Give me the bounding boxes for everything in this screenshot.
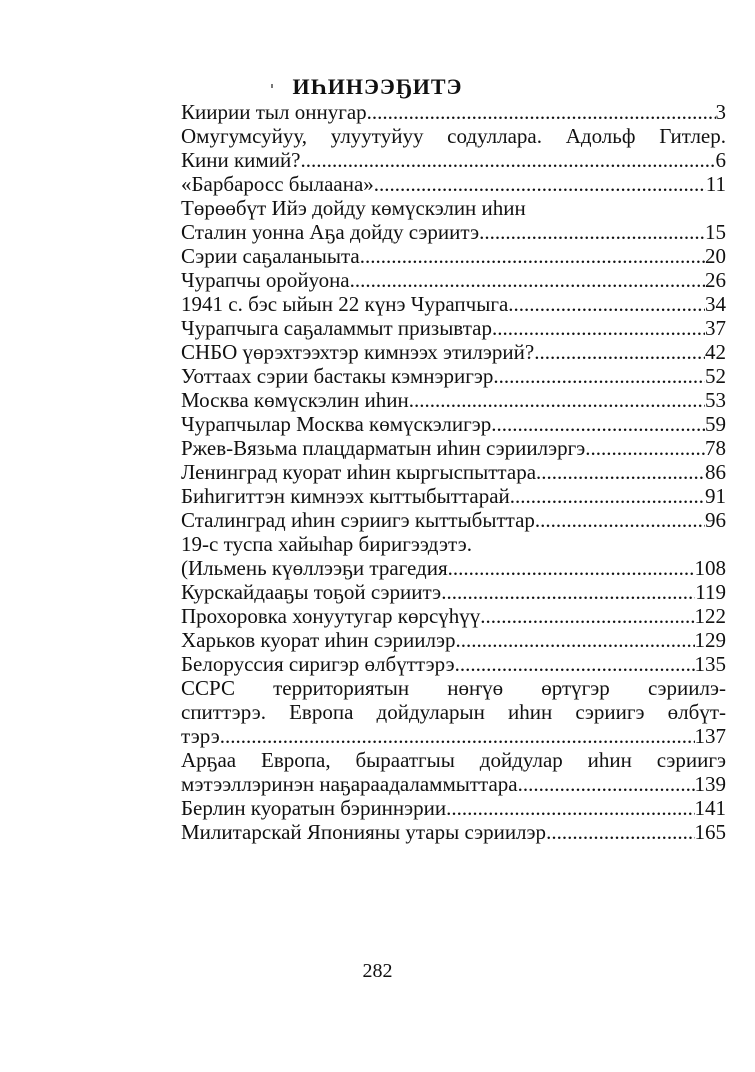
toc-entry-title: ССРС территориятын нөҥүө өртүгэр сэриилэ-: [181, 676, 726, 700]
dot-leader: [510, 484, 705, 508]
toc-entry-title: Кини кимий?: [181, 148, 301, 172]
toc-entry: [181, 532, 726, 556]
toc-entry: [181, 220, 726, 244]
toc-entry: [181, 124, 726, 148]
toc-entry: [181, 748, 726, 772]
toc-entry-title: 1941 с. бэс ыйын 22 күнэ Чурапчыга: [181, 292, 509, 316]
toc-entry-page: 20: [705, 244, 726, 268]
toc-entry-title: спиттэрэ. Европа дойдуларын иһин сэриигэ өлбүт-: [181, 700, 726, 724]
dot-leader: [536, 460, 705, 484]
dot-leader: [409, 388, 705, 412]
dot-leader: [301, 148, 716, 172]
toc-entry: [181, 700, 726, 724]
toc-entry-title: Чурапчылар Москва көмүскэлигэр: [181, 412, 492, 436]
toc-entry-page: 86: [705, 460, 726, 484]
toc-entry-title: Киирии тыл оннугар: [181, 100, 367, 124]
toc-entry-page: 37: [705, 316, 726, 340]
toc-entry-title: (Ильмень күөллээҕи трагедия: [181, 556, 448, 580]
dot-leader: [479, 220, 705, 244]
toc-entry-page: 53: [705, 388, 726, 412]
dot-leader: [455, 652, 695, 676]
toc-entry-page: 52: [705, 364, 726, 388]
toc-entry: [181, 772, 726, 796]
toc-entry: [181, 652, 726, 676]
toc-entry-title: Чурапчыга саҕаламмыт призывтар: [181, 316, 492, 340]
toc-entry: [181, 556, 726, 580]
toc-entry-page: 108: [694, 556, 726, 580]
toc-entry-title: Төрөөбүт Ийэ дойду көмүскэлин иһин: [181, 196, 526, 220]
toc-entry-page: 34: [705, 292, 726, 316]
toc-entry-page: 26: [705, 268, 726, 292]
dot-leader: [448, 556, 695, 580]
toc-entry: [181, 100, 726, 124]
toc-title: ИҺИНЭЭҔИТЭ: [292, 74, 463, 99]
toc-entry-page: 78: [705, 436, 726, 460]
toc-entry-page: 15: [705, 220, 726, 244]
toc-entry-title: Биһигиттэн кимнээх кыттыбыттарай: [181, 484, 510, 508]
toc-entry-page: 96: [705, 508, 726, 532]
toc-entry-title: тэрэ: [181, 724, 220, 748]
toc-entry: [181, 508, 726, 532]
dot-leader: [492, 316, 705, 340]
toc-entry: [181, 196, 726, 220]
dot-leader: [350, 268, 705, 292]
dot-leader: [534, 340, 705, 364]
dot-leader: [518, 772, 695, 796]
toc-entry: [181, 484, 726, 508]
dot-leader: [455, 628, 694, 652]
toc-entry: [181, 340, 726, 364]
toc-entry: [181, 364, 726, 388]
toc-entry-title: мэтээллэринэн наҕараадаламмыттара: [181, 772, 518, 796]
toc-entry: [181, 460, 726, 484]
toc-entry-title: Курскайдааҕы тоҕой сэриитэ: [181, 580, 442, 604]
toc-entry-page: 59: [705, 412, 726, 436]
toc-entry: [181, 676, 726, 700]
dot-leader: [508, 292, 705, 316]
toc-entry-page: 6: [715, 148, 726, 172]
toc-entry-title: Белоруссия сиригэр өлбүттэрэ: [181, 652, 455, 676]
dot-leader: [367, 100, 716, 124]
dot-leader: [535, 508, 705, 532]
toc-entry-page: 139: [694, 772, 726, 796]
dot-leader: [441, 580, 695, 604]
toc-entry: [181, 820, 726, 844]
dot-leader: [374, 172, 706, 196]
toc-entry-page: 165: [694, 820, 726, 844]
dot-leader: [546, 820, 694, 844]
toc-entry-page: 129: [694, 628, 726, 652]
toc-entry-page: 141: [694, 796, 726, 820]
toc-entry-title: «Барбаросс былаана»: [181, 172, 374, 196]
toc-entry: [181, 292, 726, 316]
toc-entry-page: 119: [695, 580, 726, 604]
toc-entry: [181, 628, 726, 652]
toc-entry-title: Милитарскай Японияны утары сэриилэр: [181, 820, 547, 844]
toc-entry-title: Омугумсуйуу, улуутуйуу содуллара. Адольф Гитлер.: [181, 124, 726, 148]
toc-entry-page: 91: [705, 484, 726, 508]
toc-entry: [181, 436, 726, 460]
page-number: 282: [362, 960, 393, 982]
toc-entry-page: 3: [715, 100, 726, 124]
toc-entry-title: 19-с туспа хайыһар биригээдэтэ.: [181, 532, 472, 556]
toc-entry-title: Уоттаах сэрии бастакы кэмнэригэр: [181, 364, 494, 388]
toc-entry-title: СНБО үөрэхтээхтэр кимнээх этилэрий?: [181, 340, 535, 364]
toc-entry-title: Сэрии саҕаланыыта: [181, 244, 360, 268]
dot-leader: [446, 796, 694, 820]
toc-entry: [181, 148, 726, 172]
toc-entry: [181, 724, 726, 748]
toc-entry-title: Арҕаа Европа, быраатгыы дойдулар иһин сэриигэ: [181, 748, 726, 772]
toc-entry: [181, 244, 726, 268]
toc-entry-page: 137: [694, 724, 726, 748]
dot-leader: [493, 364, 705, 388]
dot-leader: [480, 604, 694, 628]
toc-entry-title: Ржев-Вязьма плацдарматын иһин сэриилэргэ: [181, 436, 586, 460]
toc-entry-title: Сталин уонна Аҕа дойду сэриитэ: [181, 220, 480, 244]
toc-entry: [181, 412, 726, 436]
toc-entry-page: 42: [705, 340, 726, 364]
toc-entry: [181, 268, 726, 292]
toc-entry: [181, 796, 726, 820]
dot-leader: [220, 724, 695, 748]
toc-entry-page: 122: [694, 604, 726, 628]
toc-entry-title: Сталинград иһин сэриигэ кыттыбыттар: [181, 508, 535, 532]
toc-entry: [181, 604, 726, 628]
toc-entry-page: 11: [705, 172, 726, 196]
toc-entry-title: Берлин куоратын бэриннэрии: [181, 796, 447, 820]
toc-entry: [181, 388, 726, 412]
toc-entry: [181, 316, 726, 340]
toc-entry-title: Москва көмүскэлин иһин: [181, 388, 409, 412]
toc-entry: [181, 580, 726, 604]
dot-leader: [585, 436, 705, 460]
dot-leader: [360, 244, 705, 268]
toc-entry-title: Чурапчы оройуона: [181, 268, 350, 292]
table-of-contents: [181, 100, 726, 844]
toc-entry: [181, 172, 726, 196]
toc-entry-page: 135: [694, 652, 726, 676]
dot-leader: [491, 412, 705, 436]
toc-entry-title: Ленинград куорат иһин кыргыспыттара: [181, 460, 537, 484]
toc-entry-title: Прохоровка хонуутугар көрсүһүү: [181, 604, 481, 628]
toc-entry-title: Харьков куорат иһин сэриилэр: [181, 628, 456, 652]
